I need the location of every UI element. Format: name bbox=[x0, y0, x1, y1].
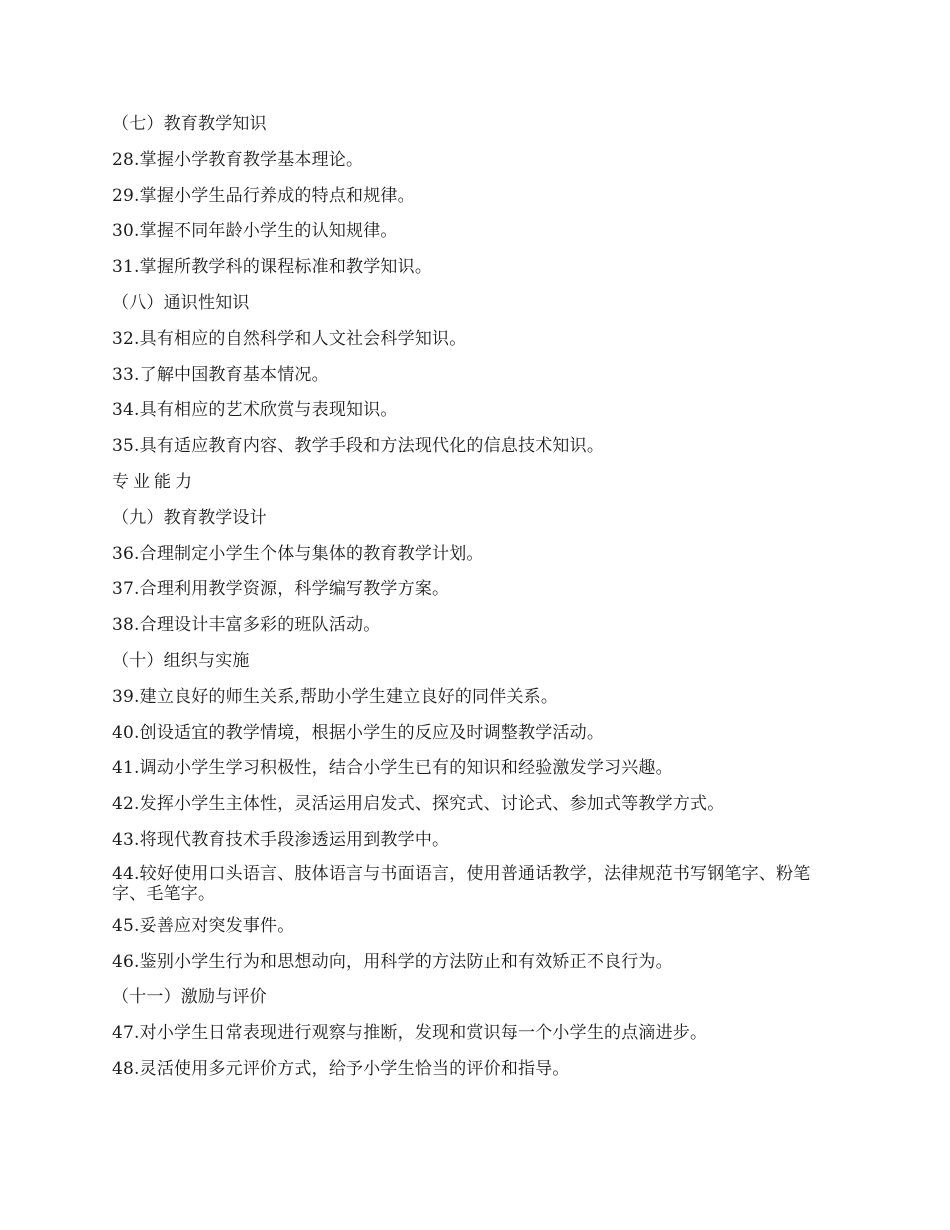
list-item-31: 31.掌握所教学科的课程标准和教学知识。 bbox=[112, 257, 433, 278]
section-heading-7: （七）教育教学知识 bbox=[112, 114, 267, 134]
section-title-professional-ability: 专业能力 bbox=[112, 471, 196, 492]
list-item-28: 28.掌握小学教育教学基本理论。 bbox=[112, 149, 364, 170]
list-item-29: 29.掌握小学生品行养成的特点和规律。 bbox=[112, 185, 415, 206]
section-heading-10: （十）组织与实施 bbox=[112, 650, 250, 671]
list-item-32: 32.具有相应的自然科学和人文社会科学知识。 bbox=[112, 328, 467, 349]
list-item-36: 36.合理制定小学生个体与集体的教育教学计划。 bbox=[112, 543, 484, 564]
list-item-42: 42.发挥小学生主体性，灵活运用启发式、探究式、讨论式、参加式等教学方式。 bbox=[112, 794, 725, 815]
document-page bbox=[112, 112, 832, 1093]
list-item-48: 48.灵活使用多元评价方式，给予小学生恰当的评价和指导。 bbox=[112, 1058, 570, 1079]
section-heading-9: （九）教育教学设计 bbox=[112, 507, 267, 528]
list-item-43: 43.将现代教育技术手段渗透运用到教学中。 bbox=[112, 829, 450, 850]
list-item-39: 39.建立良好的师生关系,帮助小学生建立良好的同伴关系。 bbox=[112, 686, 559, 707]
list-item-33: 33.了解中国教育基本情况。 bbox=[112, 364, 329, 385]
list-item-38: 38.合理设计丰富多彩的班队活动。 bbox=[112, 615, 381, 636]
list-item-41: 41.调动小学生学习积极性，结合小学生已有的知识和经验激发学习兴趣。 bbox=[112, 758, 673, 779]
list-item-45: 45.妥善应对突发事件。 bbox=[112, 915, 295, 936]
list-item-35: 35.具有适应教育内容、教学手段和方法现代化的信息技术知识。 bbox=[112, 436, 605, 457]
list-item-37: 37.合理利用教学资源，科学编写教学方案。 bbox=[112, 579, 450, 600]
list-item-40: 40.创设适宜的教学情境，根据小学生的反应及时调整教学活动。 bbox=[112, 722, 605, 743]
list-item-30: 30.掌握不同年龄小学生的认知规律。 bbox=[112, 221, 398, 242]
list-item-46: 46.鉴别小学生行为和思想动向，用科学的方法防止和有效矫正不良行为。 bbox=[112, 951, 673, 972]
section-heading-8: （八）通识性知识 bbox=[112, 292, 250, 313]
section-heading-11: （十一）激励与评价 bbox=[112, 987, 267, 1008]
list-item-47: 47.对小学生日常表现进行观察与推断，发现和赏识每一个小学生的点滴进步。 bbox=[112, 1023, 708, 1044]
list-item-34: 34.具有相应的艺术欣赏与表现知识。 bbox=[112, 400, 398, 421]
list-item-44: 44.较好使用口头语言、肢体语言与书面语言，使用普通话教学，法律规范书写钢笔字、粉笔字、毛笔字。 bbox=[112, 863, 811, 904]
